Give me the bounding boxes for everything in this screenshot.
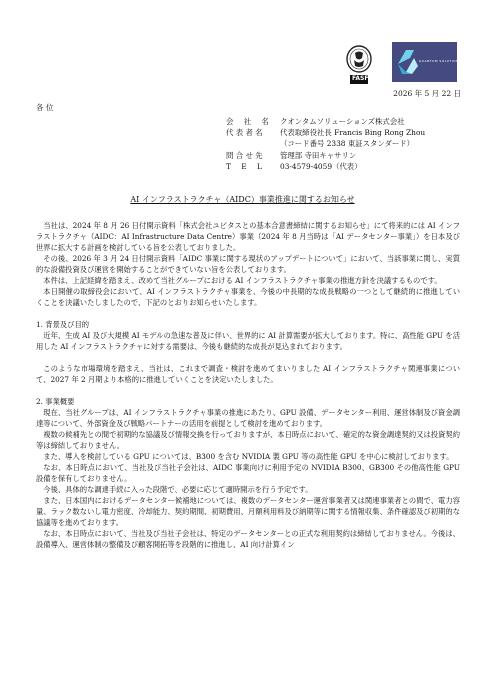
- company-name-value: クオンタムソリューションズ株式会社: [280, 117, 405, 126]
- document-title: AI インフラストラクチャ（AIDC）事業推進に関するお知らせ: [130, 195, 355, 204]
- release-date: 2026 年 5 月 22 日: [393, 89, 461, 98]
- code-row: [226, 138, 425, 149]
- section-paragraph: また、日本国内におけるデータセンター候補地については、複数のデータセンター運営事業者又は関連事業者との間で、電力容量、ラック数ないし電力密度、冷却能力、契約期間、初期費用、月額利用料及び納期等に関する情報収集、条件確認及び初期的な協議等を進めております。: [36, 496, 460, 527]
- section-heading: 2. 事業概要: [36, 397, 75, 406]
- section-heading: 1. 背景及び目的: [36, 320, 90, 329]
- quantum-solutions-logo: [392, 42, 462, 82]
- intro-paragraph: その後、2026 年 3 月 24 日付開示資料「AIDC 事業に関する現状のアップデートについて」において、当該事業に関し、実質的な設備投資及び運営を開始することができていない旨を公表しております。: [36, 254, 460, 274]
- tel-value: 03-4579-4059（代表）: [280, 161, 362, 171]
- tel-label: T E L: [226, 161, 266, 171]
- contact-row: [226, 150, 425, 161]
- company-name-label: 会 社 名: [226, 117, 273, 126]
- section-paragraph: 複数の候補先との間で初期的な協議及び情報交換を行っておりますが、本日時点において、確定的な資金調達契約又は投資契約等は締結しておりません。: [36, 430, 460, 450]
- document-body: [36, 220, 460, 550]
- representative-label: 代 表 者 名: [226, 128, 263, 138]
- section-paragraph: また、導入を検討している GPU については、B300 を含む NVIDIA 製 GPU 等の高性能 GPU を中心に検討しております。: [43, 452, 454, 461]
- section-paragraph: このような市場環境を踏まえ、当社は、これまで調査・検討を進めてまいりました AI インフラストラクチャ関連事業について、2027 年 2 月期より本格的に推進していくことを決定いたしました。: [36, 364, 460, 384]
- company-name-row: [226, 116, 425, 127]
- company-info: [226, 116, 425, 172]
- section-paragraph: 今後、具体的な調達手続に入った段階で、必要に応じて適時開示を行う予定です。: [43, 485, 313, 494]
- section-paragraph: 近年、生成 AI 及び大規模 AI モデルの急速な普及に伴い、世界的に AI 計算需要が拡大しております。特に、高性能 GPU を活用した AI インフラストラクチャに対する需要は、今後も継続的な成長が見込まれております。: [36, 331, 460, 351]
- addressee: 各 位: [36, 103, 54, 112]
- representative-row: [226, 127, 425, 138]
- section-paragraph: なお、本日時点において、当社及び当社子会社は、特定のデータセンターとの正式な利用契約は締結しておりません。今後は、設備導入、運営体制の整備及び顧客開拓等を段階的に推進し、AI 向け計算イン: [36, 529, 460, 549]
- intro-paragraph: 本日開催の取締役会において、AI インフラストラクチャ事業を、今後の中長期的な成長戦略の一つとして継続的に推進していくことを決議いたしましたので、下記のとおりお知らせいたします。: [36, 287, 460, 307]
- section-paragraph: なお、本日時点において、当社及び当社子会社は、AIDC 事業向けに利用予定の NVIDIA B300、GB300 その他高性能 GPU 設備を保有しておりません。: [36, 463, 460, 483]
- contact-value: 管理部 寺田キャサリン: [280, 150, 357, 160]
- fasf-logo-icon: [344, 44, 374, 88]
- intro-paragraph: 本件は、上記経緯を踏まえ、改めて当社グループにおける AI インフラストラクチャ事業の推進方針を決議するものです。: [43, 276, 442, 285]
- fasf-logo-label: FASF: [352, 75, 369, 82]
- tel-row: [226, 161, 425, 172]
- section-paragraph: 現在、当社グループは、AI インフラストラクチャ事業の推進にあたり、GPU 設備、データセンター利用、運営体制及び資金調達等について、外部資金及び戦略パートナーの活用を前提として検討を進めております。: [36, 408, 460, 428]
- intro-paragraph: 当社は、2024 年 8 月 26 日付開示資料「株式会社ユビタスとの基本合意書締結に関するお知らせ」にて将来的には AI インフラストラクチャ（AIDC：AI Infrastructure Data Centre）事業（2024 年 8 月当時は「AI データセンター事業」）を日本及び世界に拡大する計画を検討している旨を公表しておりました。: [36, 221, 460, 252]
- contact-label: 問 合 せ 先: [226, 150, 263, 160]
- stock-code-value: （コード番号 2338 東証スタンダード）: [280, 139, 415, 149]
- representative-value: 代表取締役社長 Francis Bing Rong Zhou: [280, 128, 426, 138]
- q-logo-label: QUANTUM SOLUTIONS: [419, 59, 462, 63]
